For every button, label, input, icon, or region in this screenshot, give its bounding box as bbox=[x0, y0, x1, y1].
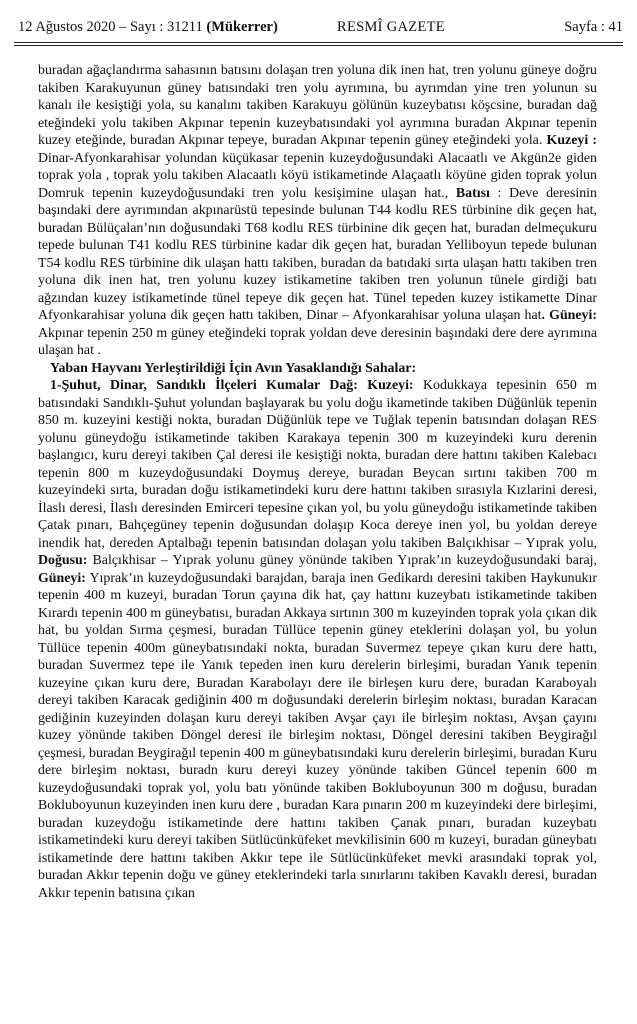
text-run: Akpınar tepenin 250 m güney eteğindeki toprak yoldan deve deresinin başındaki dere dere ayrımına ulaşan hat . bbox=[38, 325, 597, 358]
mukerrer-label: (Mükerrer) bbox=[206, 19, 278, 35]
text-run: Balçıkhisar – Yıprak yolunu güney yönünde takiben Yıprak’ın kuzeydoğusundaki baraj, bbox=[87, 553, 597, 568]
issue-info bbox=[18, 16, 278, 38]
header-rule bbox=[14, 42, 623, 46]
boundary-label-south: . Güneyi: bbox=[541, 308, 597, 323]
boundary-label-south: Güneyi: bbox=[38, 570, 86, 586]
area-item-heading: 1-Şuhut, Dinar, Sandıklı İlçeleri Kumalar Dağ: Kuzeyi: bbox=[50, 378, 414, 393]
paragraph-continuation bbox=[38, 62, 597, 360]
text-run: buradan ağaçlandırma sahasının batısını dolaşan tren yoluna dik inen hat, tren yolunu güneye doğru takiben Karakuyunun güney batısındaki tren yolu ayrımına, bu ayrımdan yine tren yolunun su kanalı ile kesiştiği yola, su kanalını takiben Karakuyu gölünün kuzeybatısı köşcsine, buradan dağ eteğindeki yolu takiben Akpınar tepenin kuzeybatısındaki yol ayrımına buradan Akpınar tepenin kuzey eteğinde, buradan Akpınar tepeye, buradan Akpınar tepenin güney eteğindeki yola. bbox=[38, 63, 597, 148]
boundary-label-north: Kuzeyi : bbox=[546, 133, 597, 148]
boundary-label-east: Doğusu: bbox=[38, 553, 88, 568]
page-number: Sayfa : 41 bbox=[564, 19, 623, 35]
date-issue: 12 Ağustos 2020 – Sayı : 31211 bbox=[18, 19, 207, 35]
page-header bbox=[14, 16, 623, 38]
publication-title: RESMÎ GAZETE bbox=[337, 19, 445, 35]
section-title: Yaban Hayvanı Yerleştirildiği İçin Avın Yasaklandığı Sahalar: bbox=[50, 360, 417, 376]
document-body bbox=[38, 62, 597, 902]
text-run: Kodukkaya tepesinin 650 m batısındaki Sandıklı-Şuhut yolundan başlayarak bu yolu doğu ikametinde takiben Düğünlük tepenin 850 m. kuzeyini kestiği nokta, buradan Düğünlük tepe ve Tuğlak tepenin batısından dolaşan RES yolunu güneydoğu istikametinde takiben Karakaya tepenin 300 m kuzeyindeki kuru derenin başlangıcı, kuru dereyi takiben Çal deresi ile kesiştiği nokta, buradan dere hattını takiben Kalebacı tepenin 800 m kuzeydoğusundaki Doymuş dereye, buradan Beycan sırtını takiben 700 m kuzeyindeki sırta, buradan doğu istikametindeki kuru dere hattını takiben sırasıyla Kızlarini deresi, İlaslı deresi, İlaslı deresinden Emirceri tepesine çıkan yol, bu yolu güneydoğu istikametinde takiben Çatak pınarı, Bahçegüney tepenin doğusundan dolaşıp Koca dereye inen yol, bu yoldan dereye inendik hat, dereden Aptalbağı tepenin batısından dolaşan yolu takiben Balçıkhisar – Yıprak yolu, bbox=[38, 378, 597, 551]
text-run: Dinar-Afyonkarahisar yolundan küçükasar tepenin kuzeydoğusundaki Alacaatlı ve Akgün2e giden toprak yola , toprak yolu takiben Alacaatlı köyü istikametinde Alaçaatlı köyüne giden toprak yolun Domruk tepenin kuzeydoğusundaki tren yolu kesişimine ulaşan hat., bbox=[38, 150, 597, 201]
area-item-1 bbox=[38, 377, 597, 902]
boundary-label-west: Batısı bbox=[455, 185, 490, 201]
text-run: Yıprak’ın kuzeydoğusundaki barajdan, baraja inen Gedikardı deresini takiben Haykunukır tepenin 400 m kuzeyi, buradan Torun çayına dik hat, çay hattını kuzeybatı istikametinde takiben Kırardı tepenin 400 m güneybatısı, buradan Akkaya sırtının 300 m kuzeyinden toprak yola çıkan dik hat, bu yoldan Sırma çeşmesi, buradan Tüllüce tepenin güney eteklerini dolaşan yol, bu yolun Tüllüce tepenin 400m güneybatısındaki nokta, buradan Suvermez tepeye çıkan kuru dere hattı, buradan Suvermez tepe ile Yanık tepeden inen kuru derelerin birleşimi, buradan Yanık tepenin kuzeyine çıkan kuru dere, Buradan Karabolayı dere ile birleşen kuru dere, buradan Karaboyalı dereyi takiben Karacak gediğinin 400 m doğusundaki derelerin birleşim noktası, buradan Karacan gediğinin kuzeyinden dolaşan kuru dereyi takiben Avşar çayı ile birleşim noktası, Avşan çayını kuzey yönünde takiben Döngel deresi ile birleşim noktası, Döngel deresini takiben Beygirağıl çeşmesi, buradan Beygirağıl tepenin 400 m güneybatısındaki kuru derelerin birleşimi, buradan Kuru dere birleşim noktası, buradn kuru dereyi kuzey yönünde takiben Güncel tepenin 600 m kuzeydoğusundaki toprak yol, yolu batı yönünde takiben Bokluboyunun 300 m doğusu, buradan Bokluboyunun kuzeyinden inen kuru dere , buradan Kara pınarın 200 m kuzeyindeki dere birleşimi, buradan kuzeydoğu istikametinde dere hattını takiben Çanak pınarı, buradan kuzeybatı istikametindeki kuru dereyi takiben Sütlücünküfeket mevkilisinin 600 m kuzeyi, buradan güneybatı istikametinde dere hattını takiben Akkır tepe ile Sütlücünküfeket mevki arasındaki toprak yol, buradan Akkır tepenin doğu ve güney eteklerindeki tarla sınırlarını takiben Kavaklı deresi, buradan Akkır tepenin batısına çıkan bbox=[38, 570, 597, 901]
text-run: : Deve deresinin başındaki dere ayrımından akpınarüstü tepesinde bulunan T44 kodlu RES türbinine dik geçen hat, buradan Bülüçalan’nın doğusundaki T68 kodlu RES türbinine dik geçen hat, buradan delmeçukuru tepede bulunan T41 kodlu RES türbinine kadar dik geçen hat, buradan Yelliboyun tepede bulunan T54 kodlu RES türbinine dik ulaşan hattı takiben, buradan da batıdaki sırta ulaşan hattı takiben tren yoluna dik inen hat, tren yolunu kuzey istikametine takiben tren yolunun tünele girdiği batı ağzından kuzey istikametinde tünel tepeye dik geçen hat. Tünel tepeden kuzey istikamette Dinar Afyonkarahisar yoluna dik geçen hattı takiben, Dinar – Afyonkarahisar yoluna ulaşan hat bbox=[38, 185, 597, 323]
